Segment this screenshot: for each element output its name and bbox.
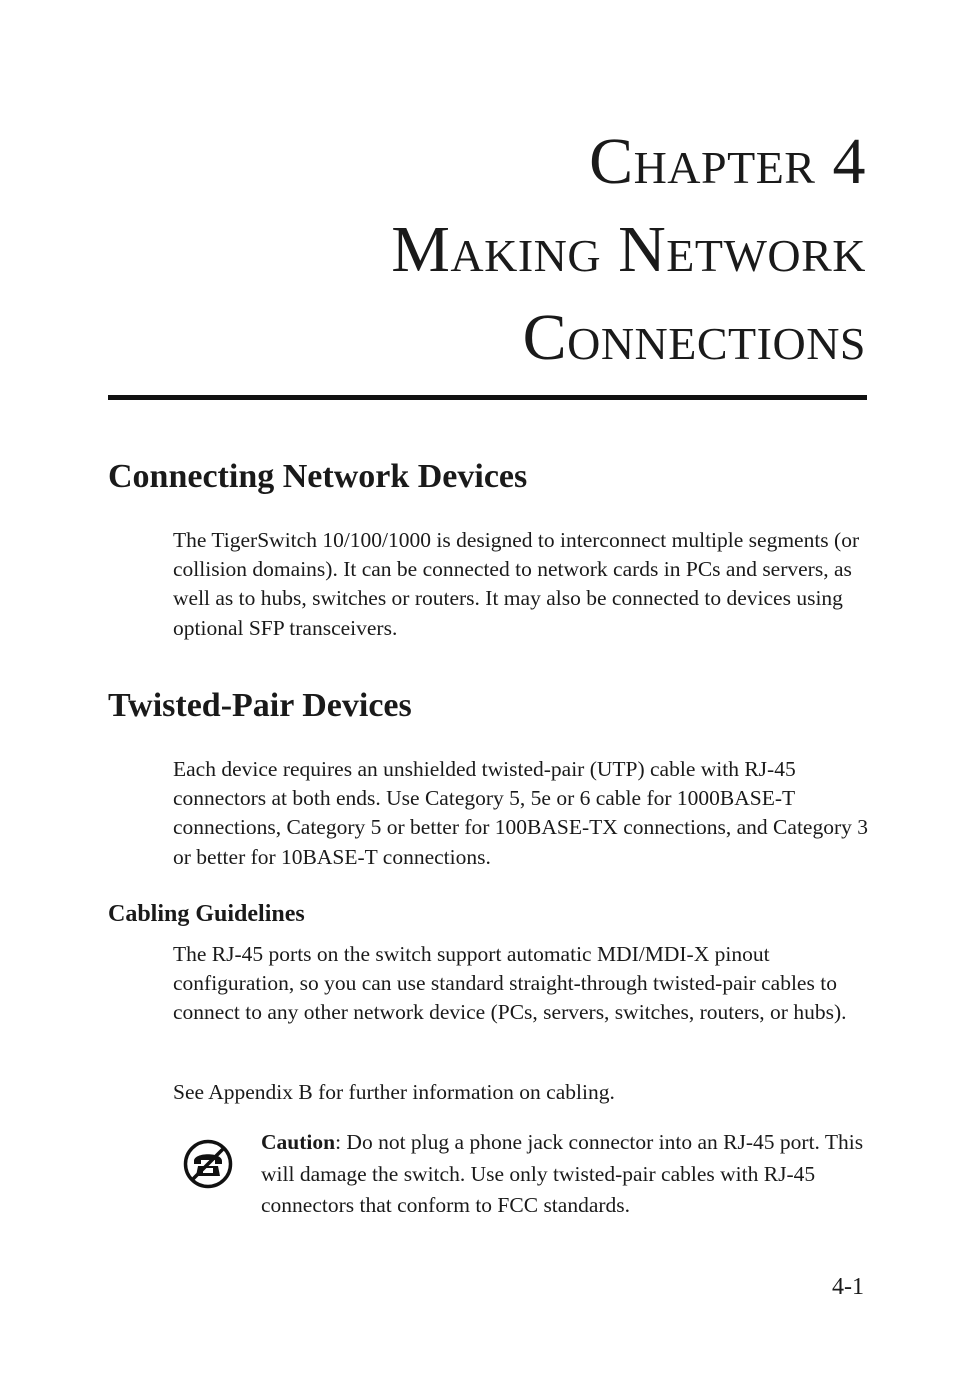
subsection-heading-cabling: Cabling Guidelines — [108, 901, 305, 927]
caution-text: : Do not plug a phone jack connector into an RJ-45 port. This will damage the switch. Use only twisted-pair cables with RJ-45 connectors that conform to FCC standards. — [261, 1130, 864, 1217]
chapter-title-line-2: Connections — [522, 301, 866, 374]
page-number: 4-1 — [832, 1274, 864, 1300]
caution-note — [261, 1127, 871, 1222]
chapter-divider — [108, 395, 867, 400]
section-heading-twisted-pair: Twisted-Pair Devices — [108, 687, 412, 724]
chapter-number: Chapter 4 — [589, 125, 866, 198]
no-phone-icon — [183, 1139, 233, 1189]
chapter-title — [391, 118, 866, 382]
twisted-pair-paragraph: Each device requires an unshielded twisted-pair (UTP) cable with RJ-45 connectors at both ends. Use Category 5, 5e or 6 cable for 1000BASE-T connections, Category 5 or better for 100BASE-TX connections, and Category 3 or better for 10BASE-T connections. — [173, 757, 868, 869]
see-appendix-paragraph: See Appendix B for further information on cabling. — [173, 1080, 615, 1104]
chapter-title-line-1: Making Network — [391, 213, 866, 286]
caution-label: Caution — [261, 1130, 336, 1154]
cabling-paragraph: The RJ-45 ports on the switch support automatic MDI/MDI-X pinout configuration, so you can use standard straight-through twisted-pair cables to connect to any other network device (PCs, servers, switches, routers, or hubs). — [173, 942, 847, 1025]
section-heading-connecting: Connecting Network Devices — [108, 458, 528, 495]
connecting-paragraph: The TigerSwitch 10/100/1000 is designed to interconnect multiple segments (or collision domains). It can be connected to network cards in PCs and servers, as well as to hubs, switches or routers. It may also be connected to devices using optional SFP transceivers. — [173, 528, 860, 640]
